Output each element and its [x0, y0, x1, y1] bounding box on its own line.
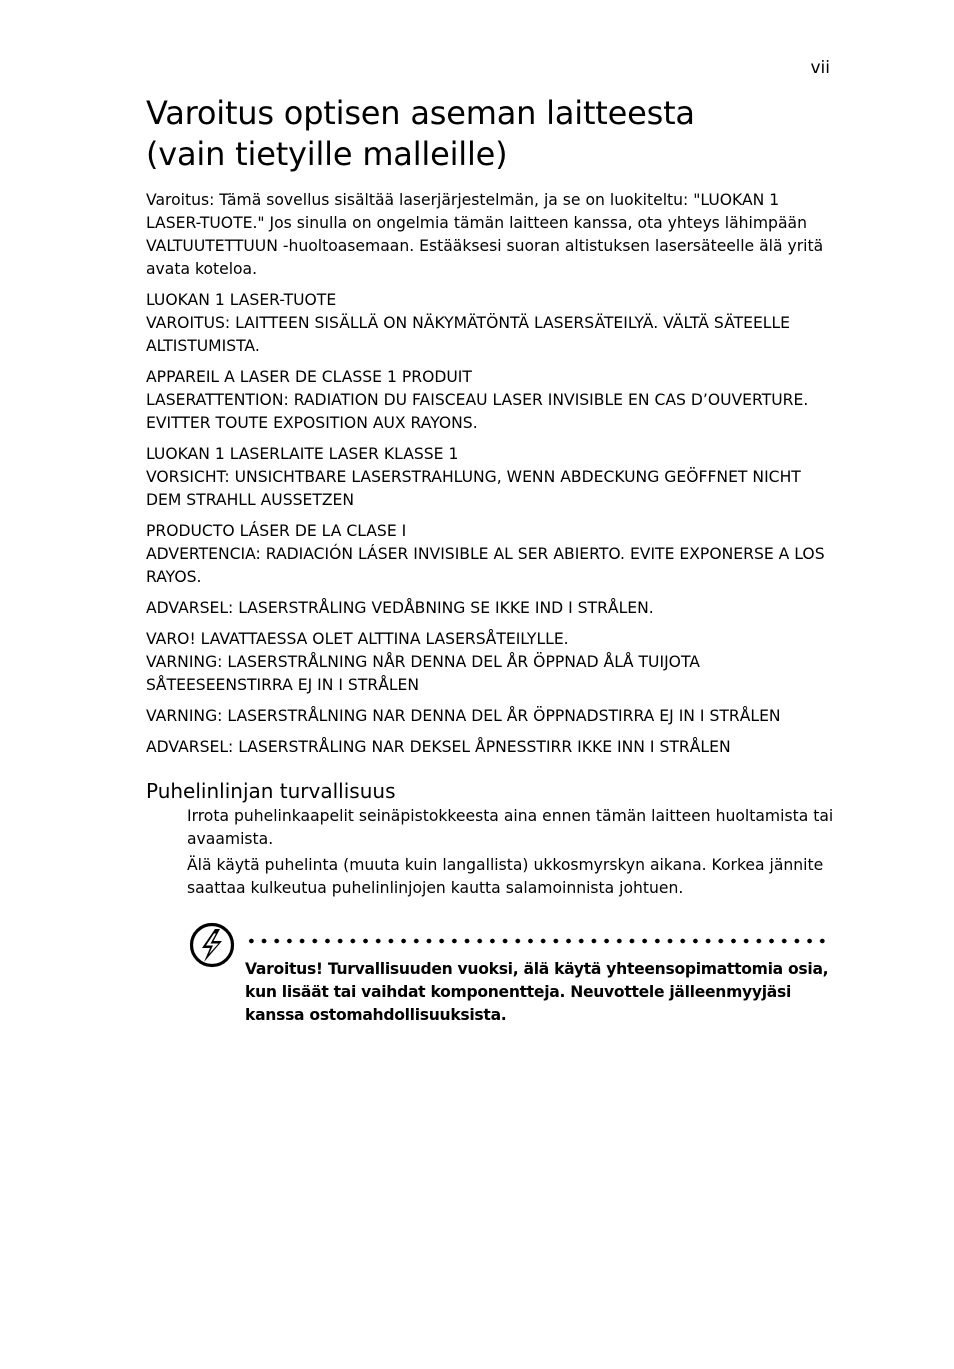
- laser-notice-es: PRODUCTO LÁSER DE LA CLASE I ADVERTENCIA: RADIACIÓN LÁSER INVISIBLE AL SER ABIERTO. EVITE EXPONERSE A LOS RAYOS.: [146, 522, 825, 586]
- page-number: vii: [810, 58, 830, 78]
- laser-notice-sv: VARNING: LASERSTRÅLNING NAR DENNA DEL ÅR ÖPPNADSTIRRA EJ IN I STRÅLEN: [146, 707, 781, 725]
- section-title-line-2: (vain tietyille malleille): [146, 135, 508, 173]
- laser-notice-fi: LUOKAN 1 LASER-TUOTE VAROITUS: LAITTEEN SISÄLLÄ ON NÄKYMÄTÖNTÄ LASERSÄTEILYÄ. VÄLTÄ SÄTEELLE ALTISTUMISTA.: [146, 291, 791, 355]
- subsection-body: [187, 805, 837, 900]
- laser-notice-fr: APPAREIL A LASER DE CLASSE 1 PRODUIT LASERATTENTION: RADIATION DU FAISCEAU LASER INVISIBLE EN CAS D’OUVERTURE. EVITTER TOUTE EXPOSITION AUX RAYONS.: [146, 368, 809, 432]
- subsection-title: Puhelinlinjan turvallisuus: [146, 779, 396, 803]
- laser-notice-fi-sv: VARO! LAVATTAESSA OLET ALTTINA LASERSÅTEILYLLE. VARNING: LASERSTRÅLNING NÅR DENNA DEL ÅR ÖPPNAD ÅLÅ TUIJOTA SÅTEESEENSTIRRA EJ IN I STRÅLEN: [146, 630, 700, 694]
- laser-notice-de: LUOKAN 1 LASERLAITE LASER KLASSE 1 VORSICHT: UNSICHTBARE LASERSTRAHLUNG, WENN ABDECKUNG GEÖFFNET NICHT DEM STRAHLL AUSSETZEN: [146, 445, 801, 509]
- page-content: [146, 93, 836, 1038]
- dotted-separator: [245, 938, 832, 944]
- laser-notice-no: ADVARSEL: LASERSTRÅLING NAR DEKSEL ÅPNESSTIRR IKKE INN I STRÅLEN: [146, 738, 731, 756]
- laser-notice-da: ADVARSEL: LASERSTRÅLING VEDÅBNING SE IKKE IND I STRÅLEN.: [146, 599, 654, 617]
- warning-text: Varoitus! Turvallisuuden vuoksi, älä käytä yhteensopimattomia osia, kun lisäät tai vaihdat komponentteja. Neuvottele jälleenmyyjäsi kanssa ostomahdollisuuksista.: [245, 960, 829, 1024]
- section-title-line-1: Varoitus optisen aseman laitteesta: [146, 94, 695, 132]
- phone-safety-paragraph-1: Irrota puhelinkaapelit seinäpistokkeesta aina ennen tämän laitteen huoltamista tai avaamista.: [187, 807, 834, 848]
- phone-safety-paragraph-2: Älä käytä puhelinta (muuta kuin langallista) ukkosmyrskyn aikana. Korkea jännite saattaa kulkeutua puhelinlinjojen kautta salamoinnista johtuen.: [187, 856, 824, 897]
- warning-callout: [187, 918, 836, 1038]
- intro-paragraph: Varoitus: Tämä sovellus sisältää laserjärjestelmän, ja se on luokiteltu: "LUOKAN 1 LASER-TUOTE." Jos sinulla on ongelmia tämän laitteen kanssa, ota yhteys lähimpään VALTUUTETTUUN -huoltoasemaan. Estääksesi suoran altistuksen lasersäteelle älä yritä avata koteloa.: [146, 191, 824, 278]
- lightning-warning-icon: [189, 922, 235, 968]
- section-title: [146, 93, 836, 175]
